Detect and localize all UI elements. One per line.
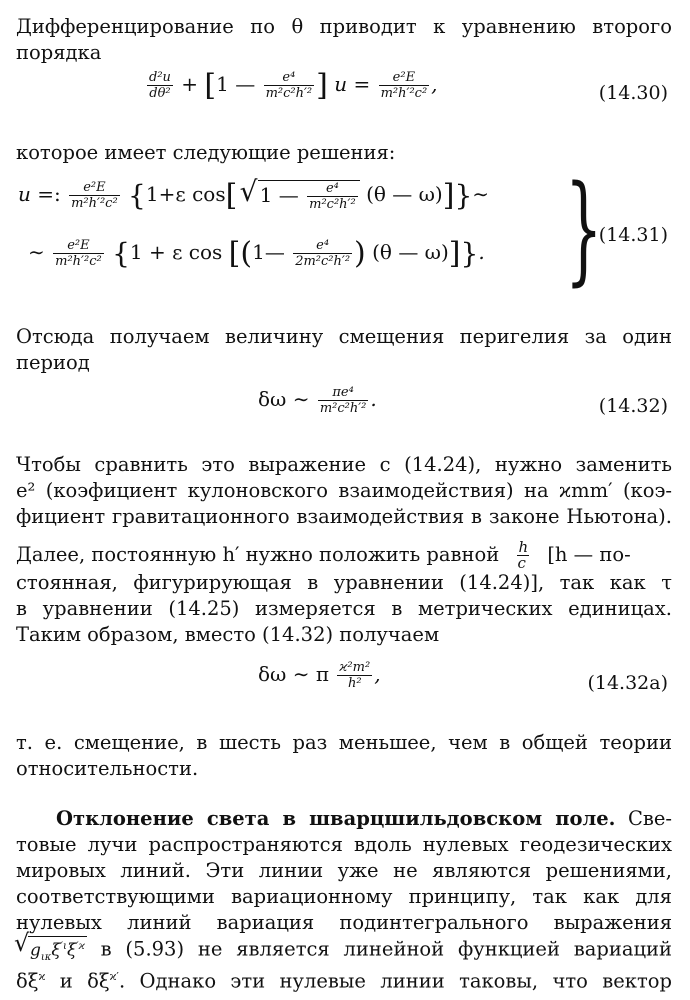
- equation-14-32a: δω ∼ π $\frac{\text{ϰ²m²}}{\text{h²}}$ , (14.32a): [258, 660, 668, 694]
- text-line-10: стоянная, фигурирующая в уравнении (14.24)], так как τ: [16, 571, 672, 594]
- text-line-8: фициент гравитационного взаимодействия в законе Ньютона).: [16, 505, 672, 528]
- section-heading: Отклонение света в шварцшильдовском поле.: [56, 807, 616, 830]
- text-line-21: $\delta\xi^ϰ$ и $\delta\xi^{ϰ'}$. Однако эти нулевые линии таковы, что вектор: [16, 969, 672, 993]
- text-line-11: в уравнении (14.25) измеряется в метрических единицах.: [16, 597, 672, 620]
- text-line-15: Отклонение света в шварцшильдовском поле. Све-: [56, 807, 673, 830]
- equation-number: (14.30): [598, 82, 668, 104]
- equation-number: (14.32a): [587, 672, 668, 694]
- text-line-19: нулевых линий вариация подинтегрального выражения: [16, 911, 672, 934]
- equation-14-31: u =: $\frac{\text{e²E}}{\text{m²h′²c²}}$ {1+ε cos[ √ 1 — $\frac{\text{e⁴}}{\text{m²c²h′²}}$ (θ — ω)]}∼ ∼ $\frac{\text{e²E}}{\text{m²h′²c²}}$ {1 + ε cos [(1— $\frac{\text{e⁴}}{\text{2m²c²h′²}}$ ) (θ — ω)]}. } (14.31): [0, 172, 690, 302]
- text-line-1: Дифференцирование по θ приводит к уравнению второго: [16, 15, 672, 38]
- text-line-4: Отсюда получаем величину смещения перигелия за один: [16, 325, 672, 348]
- text-line-14: относительности.: [16, 757, 199, 780]
- sqrt-expression: √ $g_{\iota\kappa}\xi^{'\iota}\xi^{'ϰ}$: [28, 936, 87, 968]
- text-line-3: которое имеет следующие решения:: [16, 141, 396, 164]
- equation-14-32: δω ∼ $\frac{\text{πe⁴}}{\text{m²c²h′²}}$ . (14.32): [258, 385, 668, 417]
- equation-number: (14.31): [598, 224, 668, 246]
- equation-14-30: $\frac{\text{d²u}}{\text{dθ²}}$ + [1 — $\frac{\text{e⁴}}{\text{m²c²h′²}}$ ] u = $\frac{\text{e²E}}{\text{m²h′²c²}}$ , (14.30): [149, 68, 668, 104]
- text-line-6: Чтобы сравнить это выражение с (14.24), нужно заменить: [16, 453, 672, 476]
- text-line-5: период: [16, 351, 90, 374]
- text-line-2: порядка: [16, 41, 102, 64]
- text-line-20: √ $g_{\iota\kappa}\xi^{'\iota}\xi^{'ϰ}$ в (5.93) не является линейной функцией вариаций: [16, 936, 672, 968]
- text-line-9: Далее, постоянную h′ нужно положить равной $\frac{h}{c}$ [h — по-: [16, 538, 631, 572]
- text-line-16: товые лучи распространяются вдоль нулевых геодезических: [16, 833, 672, 856]
- text-line-7: e² (коэфициент кулоновского взаимодействия) на ϰmm′ (коэ-: [16, 479, 672, 502]
- text-line-18: соответствующими вариационному принципу, так как для: [16, 885, 672, 908]
- text-line-17: мировых линий. Эти линии уже не являются решениями,: [16, 859, 672, 882]
- text-line-13: т. е. смещение, в шесть раз меньшее, чем в общей теории: [16, 731, 672, 754]
- text-line-12: Таким образом, вместо (14.32) получаем: [16, 623, 440, 646]
- equation-number: (14.32): [598, 395, 668, 417]
